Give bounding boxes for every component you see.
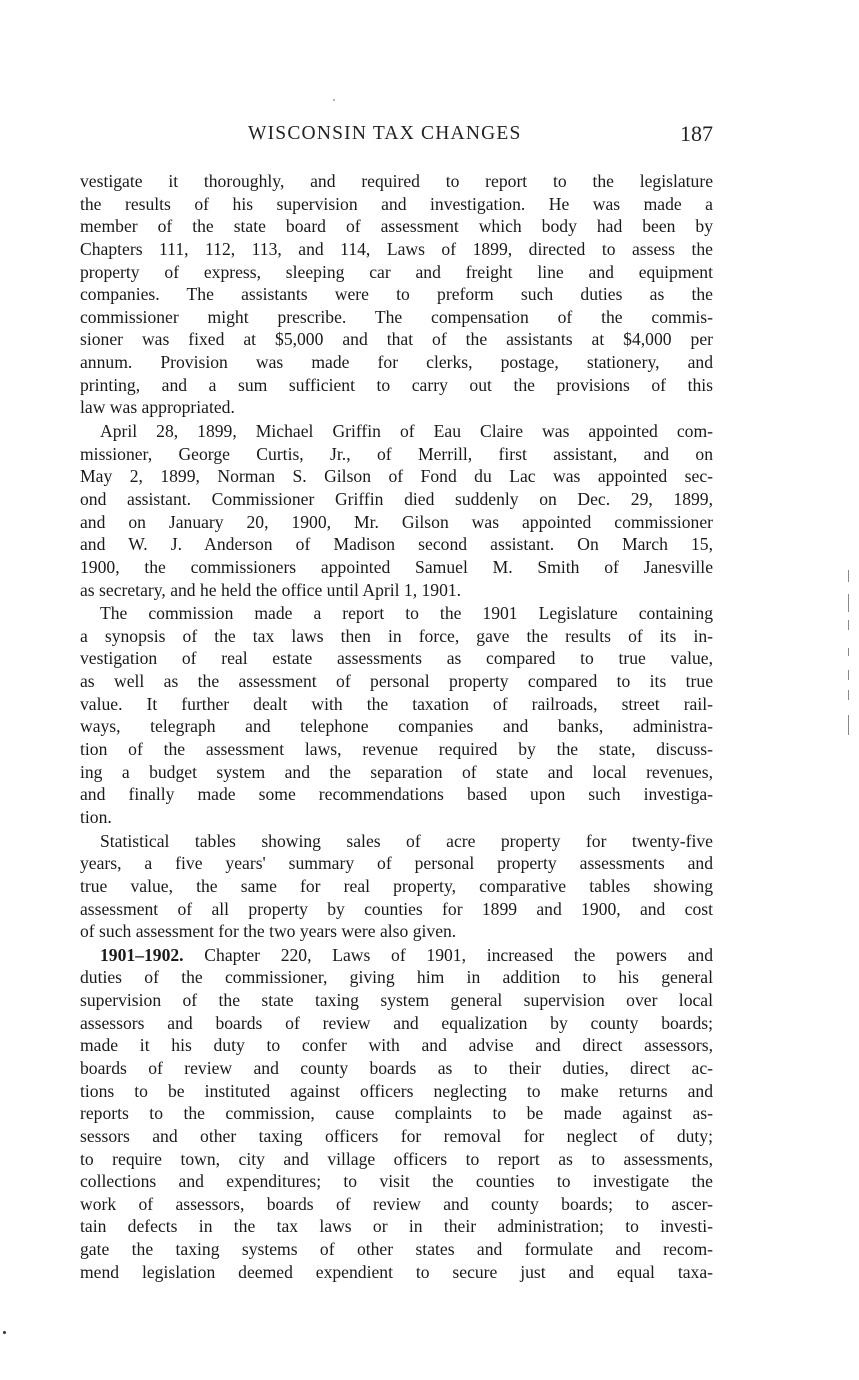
text-line: 1900, the commissioners appointed Samuel M. Smith of Janesville bbox=[80, 556, 713, 577]
text-line: mend legislation deemed expendient to secure just and equal taxa- bbox=[80, 1261, 713, 1282]
text-line: value. It further dealt with the taxation of railroads, street rail- bbox=[80, 693, 713, 714]
scan-mark bbox=[848, 570, 849, 582]
scan-mark bbox=[848, 648, 849, 656]
scan-mark bbox=[848, 594, 849, 612]
paragraph-5 bbox=[80, 944, 713, 1284]
scan-speck bbox=[333, 99, 335, 101]
scan-mark bbox=[848, 690, 849, 700]
text-line-rest: Chapter 220, Laws of 1901, increased the powers and bbox=[183, 944, 713, 965]
text-line: member of the state board of assessment which body had been by bbox=[80, 216, 713, 237]
text-line: assessment of all property by counties for 1899 and 1900, and cost bbox=[80, 898, 713, 919]
text-line: ond assistant. Commissioner Griffin died suddenly on Dec. 29, 1899, bbox=[80, 488, 713, 509]
text-line: assessors and boards of review and equalization by county boards; bbox=[80, 1012, 713, 1033]
running-head bbox=[80, 119, 713, 149]
text-line: sioner was fixed at $5,000 and that of the assistants at $4,000 per bbox=[80, 329, 713, 350]
paragraph-3 bbox=[80, 602, 713, 828]
text-line: and W. J. Anderson of Madison second assistant. On March 15, bbox=[80, 534, 713, 555]
scan-mark bbox=[848, 670, 849, 680]
text-line: companies. The assistants were to preform such duties as the bbox=[80, 284, 713, 305]
paragraph-1 bbox=[80, 170, 713, 419]
text-line: annum. Provision was made for clerks, postage, stationery, and bbox=[80, 352, 713, 373]
text-line: work of assessors, boards of review and county boards; to ascer- bbox=[80, 1193, 713, 1214]
paragraph-2 bbox=[80, 420, 713, 601]
text-line: property of express, sleeping car and freight line and equipment bbox=[80, 261, 713, 282]
text-line: tain defects in the tax laws or in their administration; to investi- bbox=[80, 1216, 713, 1237]
text-line: vestigation of real estate assessments as compared to true value, bbox=[80, 648, 713, 669]
text-line: duties of the commissioner, giving him in addition to his general bbox=[80, 967, 713, 988]
text-line: Chapters 111, 112, 113, and 114, Laws of 1899, directed to assess the bbox=[80, 238, 713, 259]
text-line: true value, the same for real property, comparative tables showing bbox=[80, 875, 713, 896]
text-line: May 2, 1899, Norman S. Gilson of Fond du Lac was appointed sec- bbox=[80, 466, 713, 487]
text-line: vestigate it thoroughly, and required to report to the legislature bbox=[80, 171, 713, 191]
text-line: collections and expenditures; to visit the counties to investigate the bbox=[80, 1171, 713, 1192]
text-line: years, a five years' summary of personal property assessments and bbox=[80, 853, 713, 874]
text-line: as well as the assessment of personal property compared to its true bbox=[80, 671, 713, 692]
text-line: and on January 20, 1900, Mr. Gilson was appointed commissioner bbox=[80, 511, 713, 532]
text-line bbox=[80, 944, 713, 967]
text-line: a synopsis of the tax laws then in force, gave the results of its in- bbox=[80, 625, 713, 646]
text-line: gate the taxing systems of other states and formulate and recom- bbox=[80, 1239, 713, 1260]
text-line: of such assessment for the two years were also given. bbox=[80, 921, 457, 942]
text-line: to require town, city and village officers to report as to assessments, bbox=[80, 1148, 713, 1169]
text-line: tion. bbox=[80, 806, 112, 827]
text-line: The commission made a report to the 1901 Legislature containing bbox=[100, 603, 713, 624]
text-line: made it his duty to confer with and advise and direct assessors, bbox=[80, 1035, 713, 1056]
text-line: as secretary, and he held the office until April 1, 1901. bbox=[80, 579, 462, 600]
text-line: tion of the assessment laws, revenue required by the state, discuss- bbox=[80, 739, 713, 760]
paragraph-4 bbox=[80, 830, 713, 943]
text-line: and finally made some recommendations based upon such investiga- bbox=[80, 784, 713, 805]
text-line: reports to the commission, cause complaints to be made against as- bbox=[80, 1103, 713, 1124]
text-line: the results of his supervision and investigation. He was made a bbox=[80, 193, 713, 214]
text-line: supervision of the state taxing system general supervision over local bbox=[80, 990, 713, 1011]
text-line: Statistical tables showing sales of acre property for twenty-five bbox=[100, 830, 713, 851]
text-line: tions to be instituted against officers neglecting to make returns and bbox=[80, 1080, 713, 1101]
scan-mark bbox=[848, 620, 849, 630]
scan-speck bbox=[3, 1331, 6, 1334]
text-line: commissioner might prescribe. The compensation of the commis- bbox=[80, 306, 713, 327]
scan-mark bbox=[848, 715, 849, 735]
body-text bbox=[80, 170, 713, 1283]
text-line: April 28, 1899, Michael Griffin of Eau Claire was appointed com- bbox=[100, 421, 713, 442]
section-heading: 1901–1902. bbox=[100, 944, 184, 965]
text-line: sessors and other taxing officers for removal for neglect of duty; bbox=[80, 1125, 713, 1146]
page-number: 187 bbox=[680, 121, 713, 146]
text-line: ing a budget system and the separation of state and local revenues, bbox=[80, 761, 713, 782]
text-line: law was appropriated. bbox=[80, 397, 235, 418]
text-line: ways, telegraph and telephone companies and banks, administra- bbox=[80, 716, 713, 737]
running-title: WISCONSIN TAX CHANGES bbox=[248, 123, 522, 144]
text-line: missioner, George Curtis, Jr., of Merrill, first assistant, and on bbox=[80, 443, 713, 464]
scan-margin-marks bbox=[847, 570, 851, 740]
text-line: printing, and a sum sufficient to carry out the provisions of this bbox=[80, 374, 713, 395]
text-line: boards of review and county boards as to their duties, direct ac- bbox=[80, 1057, 713, 1078]
